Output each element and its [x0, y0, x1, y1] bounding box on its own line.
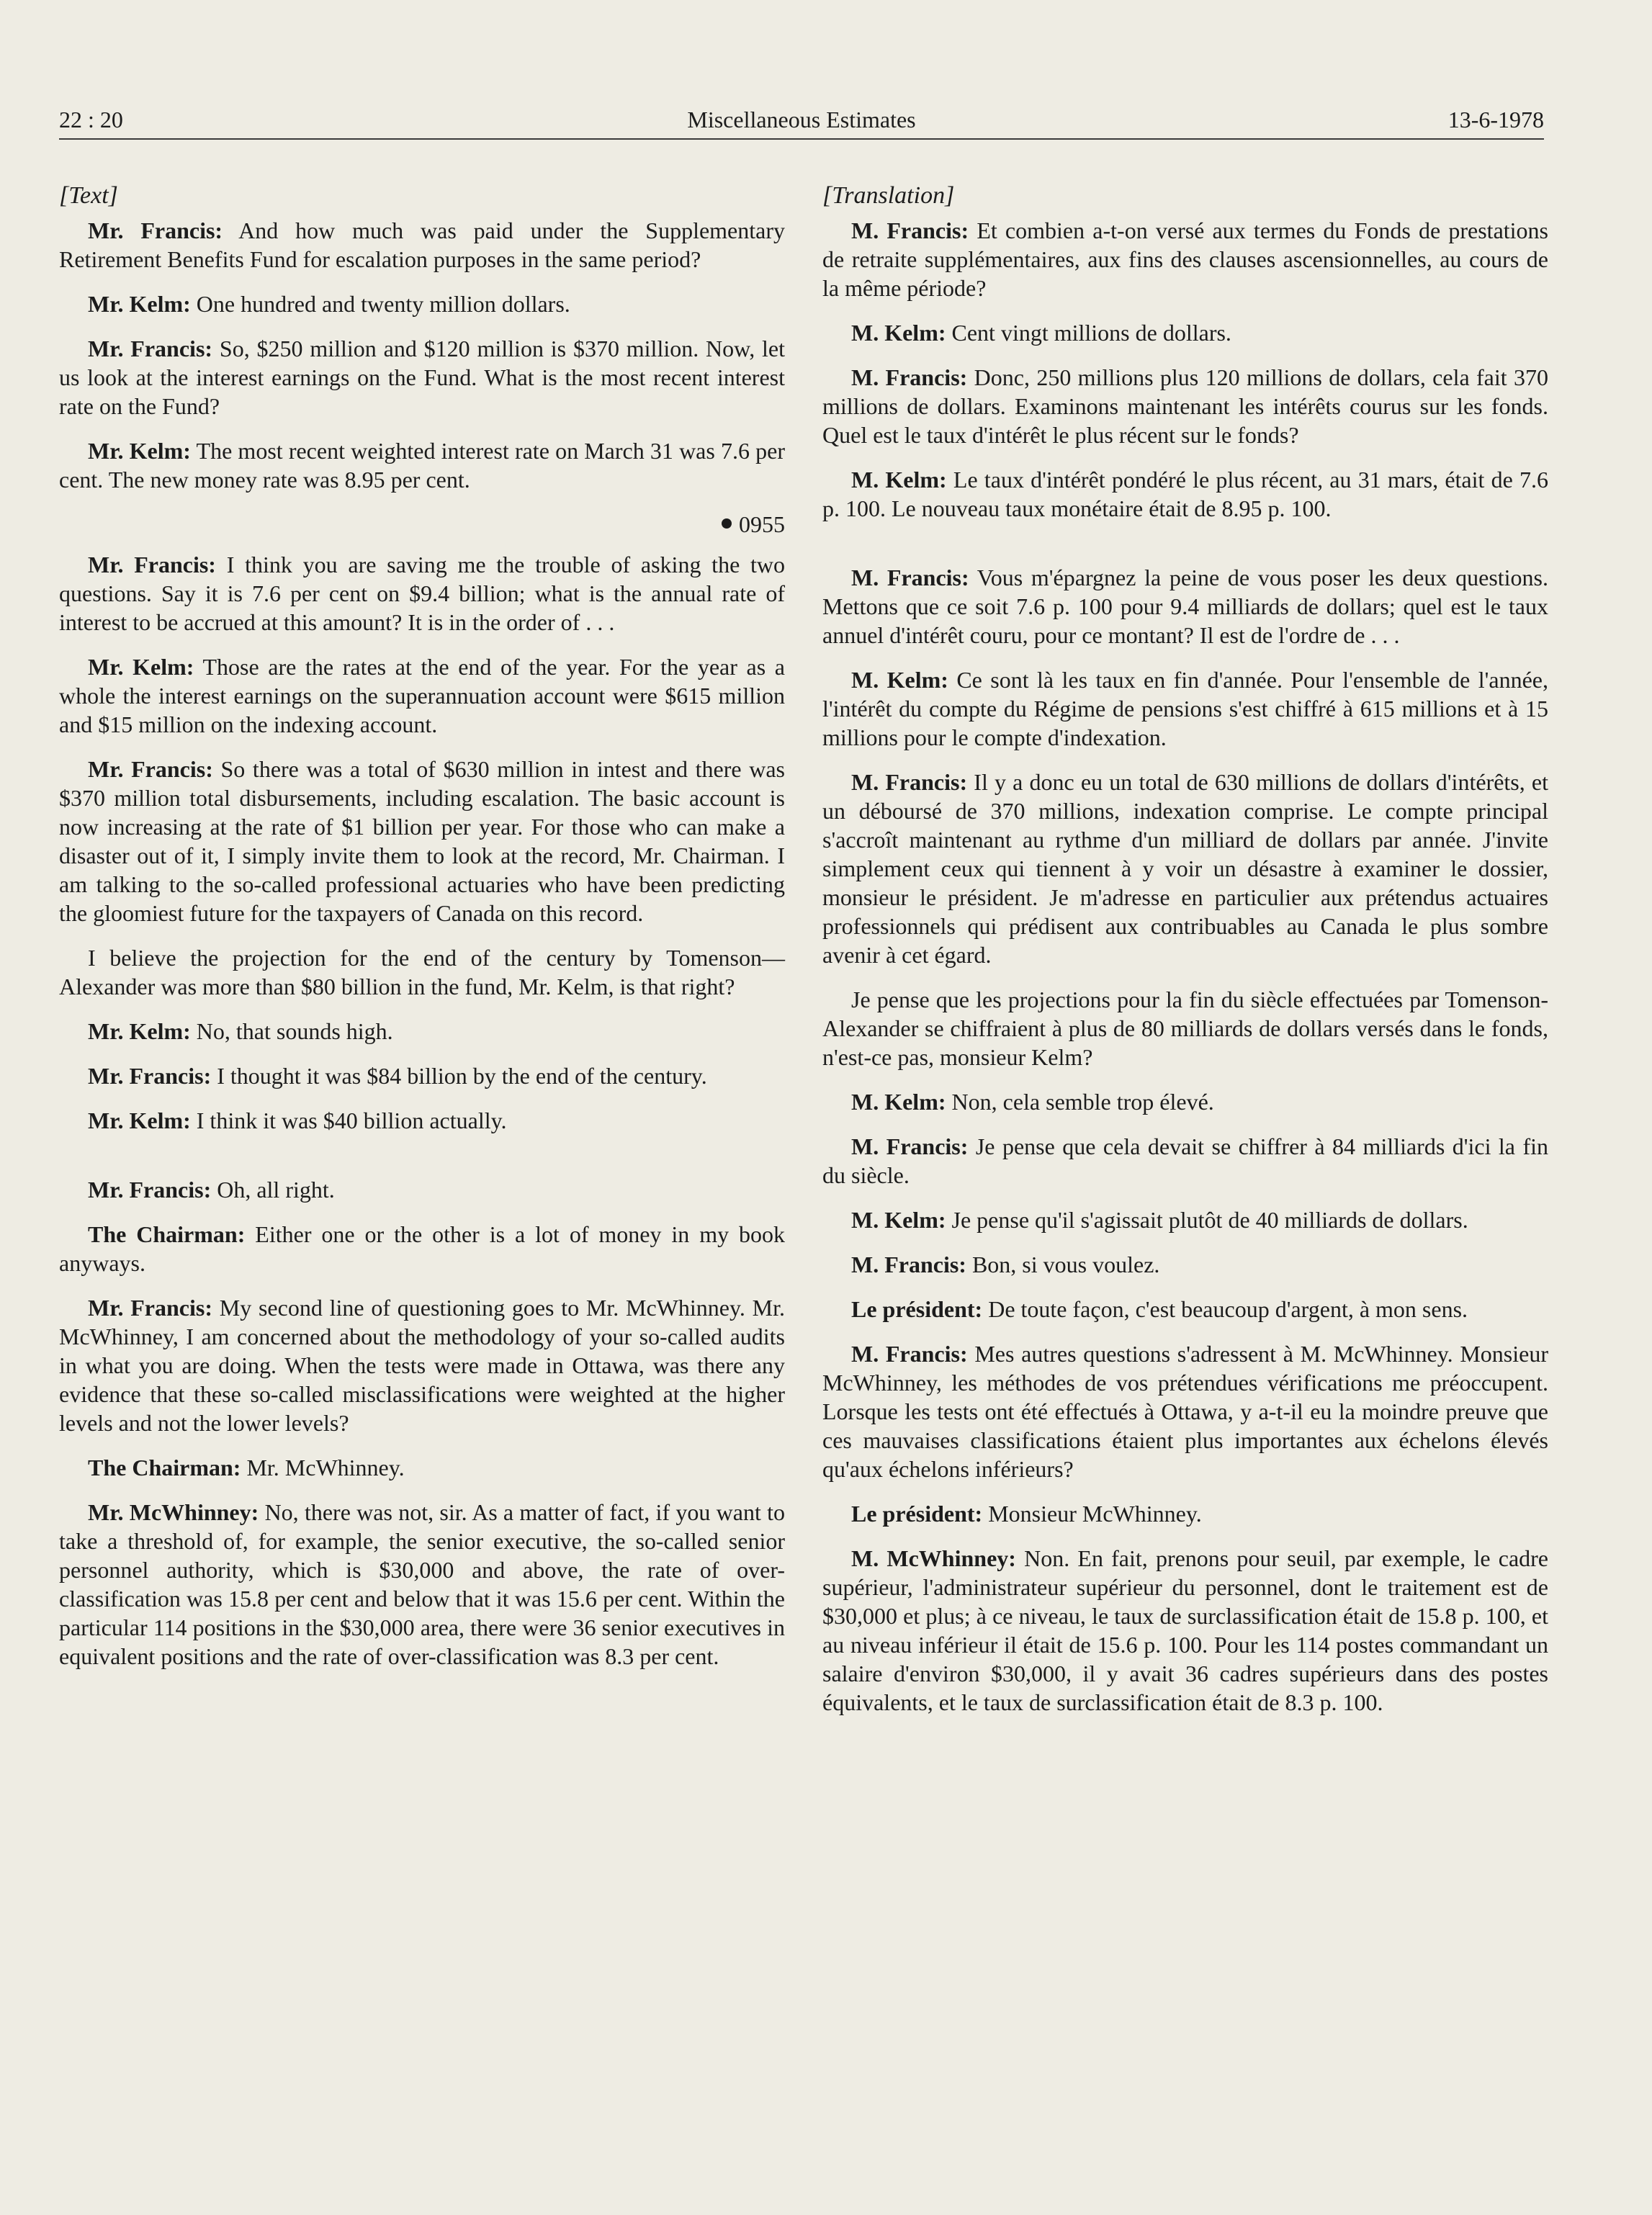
speech-text: Ce sont là les taux en fin d'année. Pour l'ensemble de l'année, l'intérêt du compte du Régime de pensions s'est chiffré à 615 millions et à 15 millions pour le compte d'indexation. — [822, 667, 1549, 750]
speaker-name: Le président: — [851, 1296, 983, 1322]
transcript-paragraph — [59, 334, 785, 421]
speech-text: Bon, si vous voulez. — [966, 1252, 1160, 1277]
french-column — [822, 180, 1548, 1733]
speech-text: Either one or the other is a lot of money in my book anyways. — [59, 1221, 786, 1276]
speech-text: I thought it was $84 billion by the end of the century. — [211, 1063, 707, 1089]
speaker-name: M. Francis: — [851, 217, 969, 243]
transcript-paragraph — [59, 550, 785, 637]
speech-text: Je pense que cela devait se chiffrer à 84 milliards d'ici la fin du siècle. — [822, 1133, 1549, 1188]
speech-text: I think it was $40 billion actually. — [190, 1108, 507, 1133]
speaker-name: M. Francis: — [851, 364, 968, 390]
speaker-name: M. Francis: — [851, 565, 969, 590]
speech-text: I believe the projection for the end of the century by Tomenson—Alexander was more than $80 billion in the fund, Mr. Kelm, is that right? — [59, 945, 785, 999]
speaker-name: M. Kelm: — [851, 320, 946, 346]
bullet-icon — [722, 518, 732, 529]
transcript-paragraph — [822, 1250, 1548, 1279]
transcript-paragraph — [822, 216, 1548, 302]
speech-text: So there was a total of $630 million in intest and there was $370 million total disbursements, including escalation. The basic account is now increasing at the rate of $1 billion per year. For those who can make a disaster out of it, I simply invite them to look at the record, Mr. Chairman. I am talking to the so-called professional actuaries who have been predicting the gloomiest future for the taxpayers of Canada on this record. — [59, 756, 786, 926]
speaker-name: Mr. Francis: — [88, 1177, 212, 1203]
transcript-paragraph — [822, 985, 1548, 1071]
running-header — [59, 101, 1544, 140]
speech-text: Vous m'épargnez la peine de vous poser les deux questions. Mettons que ce soit 7.6 p. 100 pour 9.4 milliards de dollars; quel est le taux annuel d'intérêt couru, pour ce montant? Il est de l'ordre de . . . — [822, 565, 1549, 648]
english-column — [59, 180, 785, 1686]
time-marker-value: 0955 — [739, 511, 785, 537]
speech-text: Je pense qu'il s'agissait plutôt de 40 milliards de dollars. — [946, 1207, 1468, 1233]
transcript-paragraph — [822, 363, 1548, 449]
page-number: 22 : 20 — [59, 107, 123, 132]
speaker-name: The Chairman: — [88, 1221, 246, 1247]
transcript-paragraph — [822, 1544, 1548, 1717]
transcript-paragraph — [59, 289, 785, 318]
speaker-name: M. Kelm: — [851, 1089, 946, 1115]
time-marker — [59, 510, 785, 539]
transcript-paragraph — [822, 465, 1548, 523]
transcript-paragraph — [59, 1293, 785, 1437]
speaker-name: M. McWhinney: — [851, 1545, 1016, 1571]
speaker-name: Mr. Francis: — [88, 217, 223, 243]
speaker-name: Mr. Francis: — [88, 1295, 212, 1321]
speech-text: Le taux d'intérêt pondéré le plus récent, au 31 mars, était de 7.6 p. 100. Le nouveau taux monétaire était de 8.95 p. 100. — [822, 467, 1549, 521]
column-heading-translation: [Translation] — [822, 182, 955, 209]
speaker-name: The Chairman: — [88, 1455, 241, 1481]
speech-text: Je pense que les projections pour la fin du siècle effectuées par Tomenson-Alexander se chiffraient à plus de 80 milliards de dollars versés dans le fonds, n'est-ce pas, monsieur Kelm? — [822, 987, 1548, 1070]
transcript-paragraph — [59, 436, 785, 494]
speaker-name: Mr. Kelm: — [88, 654, 194, 680]
transcript-paragraph — [59, 1106, 785, 1135]
transcript-paragraph — [822, 318, 1548, 347]
transcript-paragraph — [59, 1498, 785, 1671]
speech-text: Il y a donc eu un total de 630 millions de dollars d'intérêts, et un déboursé de 370 millions, indexation comprise. Le compte principal s'accroît maintenant au rythme d'un milliard de dollars par année. J'invite simplement ceux qui tiennent à y voir un désastre à examiner le dossier, monsieur le président. Je m'adresse en particulier aux prétendus actuaires professionnels qui prédisent aux contribuables au Canada le plus sombre avenir à cet égard. — [822, 769, 1549, 968]
transcript-paragraph — [59, 1061, 785, 1090]
speaker-name: Mr. Francis: — [88, 336, 213, 361]
transcript-paragraph — [822, 563, 1548, 650]
transcript-paragraph — [59, 1220, 785, 1277]
speech-text: Et combien a-t-on versé aux termes du Fonds de prestations de retraite supplémentaires, aux fins des clauses ascensionnelles, au cours de la même période? — [822, 217, 1549, 301]
speaker-name: Mr. Francis: — [88, 1063, 212, 1089]
publication-title: Miscellaneous Estimates — [687, 107, 916, 132]
transcript-paragraph — [822, 1087, 1548, 1116]
speaker-name: M. Kelm: — [851, 467, 947, 493]
speaker-name: M. Francis: — [851, 769, 968, 795]
speaker-name: Mr. Kelm: — [88, 1108, 191, 1133]
transcript-paragraph — [59, 943, 785, 1001]
publication-date: 13-6-1978 — [1447, 107, 1544, 132]
transcript-paragraph — [59, 1175, 785, 1204]
transcript-paragraph — [59, 1017, 785, 1046]
speaker-name: Mr. Kelm: — [88, 438, 191, 464]
speaker-name: M. Kelm: — [851, 1207, 946, 1233]
speaker-name: M. Francis: — [851, 1252, 966, 1277]
speaker-name: Mr. Kelm: — [88, 291, 191, 317]
speaker-name: Mr. Francis: — [88, 552, 216, 578]
transcript-paragraph — [822, 768, 1548, 969]
column-heading-text: [Text] — [59, 182, 118, 209]
speech-text: Cent vingt millions de dollars. — [946, 320, 1231, 346]
transcript-paragraph — [59, 216, 785, 274]
speech-text: Non, cela semble trop élevé. — [946, 1089, 1214, 1115]
speaker-name: M. Francis: — [851, 1341, 968, 1367]
speech-text: Oh, all right. — [211, 1177, 335, 1203]
speech-text: My second line of questioning goes to Mr. McWhinney. Mr. McWhinney, I am concerned about the methodology of your so-called audits in what you are doing. When the tests were made in Ottawa, was there any evidence that these so-called misclassifications were weighted at the higher levels and not the lower levels? — [59, 1295, 786, 1436]
speech-text: Monsieur McWhinney. — [982, 1501, 1202, 1527]
speech-text: The most recent weighted interest rate on March 31 was 7.6 per cent. The new money rate was 8.95 per cent. — [59, 438, 786, 493]
speaker-name: M. Kelm: — [851, 667, 948, 693]
speech-text: Non. En fait, prenons pour seuil, par exemple, le cadre supérieur, l'administrateur supérieur du personnel, dont le traitement est de $30,000 et plus; à ce niveau, le taux de surclassification était de 15.8 p. 100, et au niveau inférieur il était de 15.6 p. 100. Pour les 114 postes commandant un salaire d'environ $30,000, il y avait 36 cadres supérieurs dans des postes équivalents, et le taux de surclassification était de 8.3 p. 100. — [822, 1545, 1549, 1715]
speech-text: No, that sounds high. — [190, 1018, 393, 1044]
transcript-paragraph — [822, 1295, 1548, 1324]
transcript-paragraph — [822, 1499, 1548, 1528]
speech-text: Mr. McWhinney. — [241, 1455, 405, 1481]
transcript-paragraph — [59, 1453, 785, 1482]
transcript-paragraph — [822, 1339, 1548, 1483]
speaker-name: Le président: — [851, 1501, 983, 1527]
transcript-paragraph — [59, 652, 785, 739]
speech-text: One hundred and twenty million dollars. — [190, 291, 570, 317]
speaker-name: Mr. Francis: — [88, 756, 213, 782]
spacer — [59, 1151, 785, 1175]
speech-text: Those are the rates at the end of the year. For the year as a whole the interest earnings on the superannuation account were $615 million and $15 million on the indexing account. — [59, 654, 786, 737]
spacer — [822, 539, 1548, 563]
speaker-name: M. Francis: — [851, 1133, 969, 1159]
speech-text: Donc, 250 millions plus 120 millions de dollars, cela fait 370 millions de dollars. Examinons maintenant les intérêts courus sur les fonds. Quel est le taux d'intérêt le plus récent sur le fonds? — [822, 364, 1549, 448]
speech-text: I think you are saving me the trouble of asking the two questions. Say it is 7.6 per cent on $9.4 billion; what is the annual rate of interest to be accrued at this amount? It is in the order of . . . — [59, 552, 786, 635]
transcript-paragraph — [59, 755, 785, 927]
transcript-paragraph — [822, 665, 1548, 752]
speech-text: And how much was paid under the Supplementary Retirement Benefits Fund for escalation purposes in the same period? — [59, 217, 786, 272]
speech-text: Mes autres questions s'adressent à M. McWhinney. Monsieur McWhinney, les méthodes de vos prétendues vérifications me préoccupent. Lorsque les tests ont été effectués à Ottawa, y a-t-il eu la moindre preuve que ces mauvaises classifications étaient plus importantes aux échelons élevés qu'aux échelons inférieurs? — [822, 1341, 1549, 1482]
speech-text: De toute façon, c'est beaucoup d'argent, à mon sens. — [982, 1296, 1468, 1322]
transcript-paragraph — [822, 1205, 1548, 1234]
transcript-paragraph — [822, 1132, 1548, 1190]
speaker-name: Mr. McWhinney: — [88, 1499, 259, 1525]
speech-text: No, there was not, sir. As a matter of fact, if you want to take a threshold of, for example, the senior executive, the so-called senior personnel authority, which is $30,000 and above, the rate of over-classification was 15.8 per cent and below that it was 15.6 per cent. Within the particular 114 positions in the $30,000 area, there were 36 senior executives in equivalent positions and the rate of over-classification was 8.3 per cent. — [59, 1499, 786, 1669]
speaker-name: Mr. Kelm: — [88, 1018, 191, 1044]
speech-text: So, $250 million and $120 million is $370 million. Now, let us look at the interest earnings on the Fund. What is the most recent interest rate on the Fund? — [59, 336, 786, 419]
